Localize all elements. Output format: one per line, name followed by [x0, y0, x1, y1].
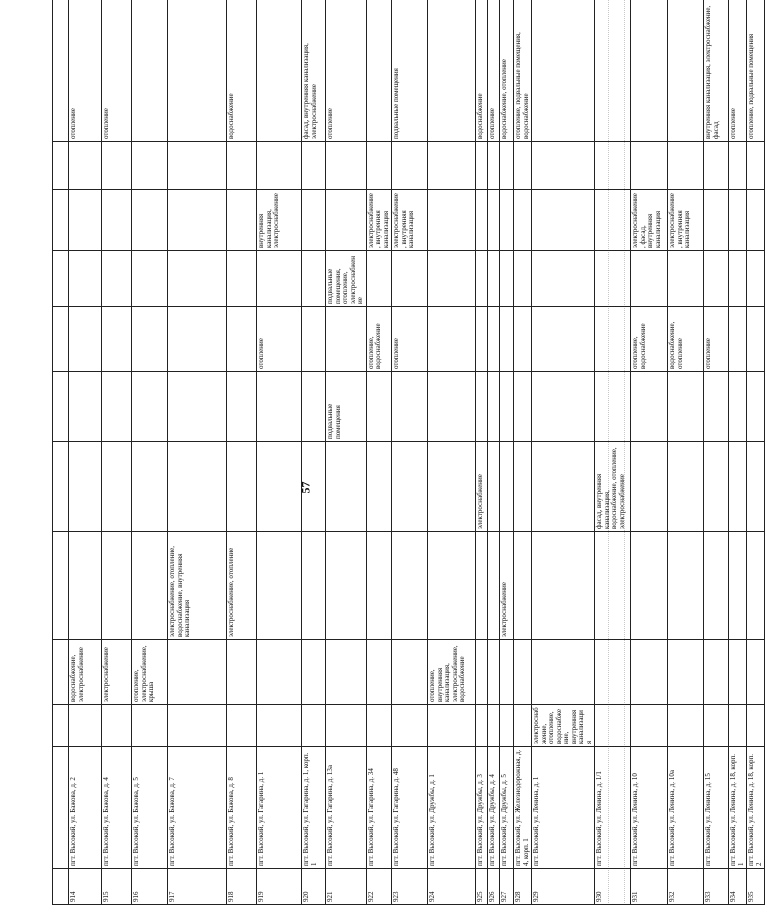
- works-cell-1: [326, 705, 367, 747]
- works-cell-4: [366, 442, 392, 532]
- works-cell-5: [488, 372, 500, 442]
- works-cell-1: [595, 705, 631, 747]
- row-number: 922: [366, 869, 392, 905]
- works-cell-3: [476, 532, 488, 640]
- page-number: 57: [298, 481, 313, 494]
- works-cell-6: [500, 307, 514, 372]
- table-row: [69, 0, 102, 905]
- address-cell: пгт. Высокий, ул. Железнодорожная, д. 4, корп. 1: [514, 747, 532, 869]
- works-cell-1: [729, 705, 747, 747]
- works-cell-3: [532, 532, 595, 640]
- address-cell: пгт. Высокий, ул. Ленина, д. 10а: [668, 747, 704, 869]
- row-number: 930: [595, 869, 631, 905]
- works-cell-1: [302, 705, 326, 747]
- works-cell-2: [747, 640, 765, 705]
- works-cell-3: [302, 532, 326, 640]
- works-cell-7: [257, 251, 302, 307]
- works-cell-2: [500, 640, 514, 705]
- works-cell-10: отопление: [69, 0, 102, 142]
- works-cell-2: [595, 640, 631, 705]
- table-row: [747, 0, 765, 905]
- works-cell-9: [729, 142, 747, 190]
- works-cell-3: [729, 532, 747, 640]
- works-cell-8: [488, 190, 500, 251]
- works-cell-6: отопление: [704, 307, 729, 372]
- works-cell-10: [132, 0, 168, 142]
- works-cell-1: [168, 705, 227, 747]
- address-cell: пгт. Высокий, ул. Бажова, д. 4: [102, 747, 132, 869]
- works-cell-10: [668, 0, 704, 142]
- works-cell-9: [514, 142, 532, 190]
- works-cell-8: [326, 190, 367, 251]
- works-cell-8: [428, 190, 476, 251]
- address-cell: пгт. Высокий, ул. Бажова, д. 2: [69, 747, 102, 869]
- works-cell-4: [326, 442, 367, 532]
- works-cell-7: [227, 251, 257, 307]
- works-cell-4: [532, 442, 595, 532]
- works-cell-2: [532, 640, 595, 705]
- works-cell-1: электроснабжение, отопление, водоснабжение, внутренняя канализация: [532, 705, 595, 747]
- works-cell-2: [392, 640, 428, 705]
- works-cell-4: [69, 442, 102, 532]
- works-cell-5: [500, 372, 514, 442]
- works-cell-5: [747, 372, 765, 442]
- works-cell-6: [532, 307, 595, 372]
- address-cell: пгт. Высокий, ул. Бажова, д. 5: [132, 747, 168, 869]
- works-cell-8: [747, 190, 765, 251]
- works-cell-5: [532, 372, 595, 442]
- table-row: [500, 0, 514, 905]
- works-cell-6: [168, 307, 227, 372]
- works-cell-6: [488, 307, 500, 372]
- table-row: [428, 0, 476, 905]
- works-cell-8: [168, 190, 227, 251]
- works-cell-7: [631, 251, 668, 307]
- works-cell-3: электроснабжение, отопление: [227, 532, 257, 640]
- works-cell-9: [302, 142, 326, 190]
- works-cell-7: [668, 251, 704, 307]
- address-cell: пгт. Высокий, ул. Ленина, д. 18, корп. 2: [747, 747, 765, 869]
- works-cell-2: [514, 640, 532, 705]
- works-cell-1: [488, 705, 500, 747]
- row-number: 920: [302, 869, 326, 905]
- row-number: 931: [631, 869, 668, 905]
- works-cell-1: [428, 705, 476, 747]
- works-cell-6: [428, 307, 476, 372]
- row-number: 929: [532, 869, 595, 905]
- works-cell-3: [326, 532, 367, 640]
- works-cell-5: [476, 372, 488, 442]
- works-cell-8: электроснабжение, фасад, внутренняя канализация: [631, 190, 668, 251]
- row-number: 934: [729, 869, 747, 905]
- works-cell-5: [69, 372, 102, 442]
- works-cell-3: [747, 532, 765, 640]
- works-cell-8: [69, 190, 102, 251]
- works-cell-4: [704, 442, 729, 532]
- works-cell-10: [257, 0, 302, 142]
- works-cell-8: [500, 190, 514, 251]
- works-cell-3: [514, 532, 532, 640]
- works-cell-2: [668, 640, 704, 705]
- works-cell-7: [132, 251, 168, 307]
- row-number: 924: [428, 869, 476, 905]
- works-cell-7: [595, 251, 631, 307]
- row-number: 917: [168, 869, 227, 905]
- row-number: 914: [69, 869, 102, 905]
- address-cell: пгт. Высокий, ул. Гагарина, д. 1, корп. 1: [302, 747, 326, 869]
- works-cell-2: водоснабжение, электроснабжение: [69, 640, 102, 705]
- works-cell-8: [514, 190, 532, 251]
- works-cell-9: [668, 142, 704, 190]
- works-cell-4: [729, 442, 747, 532]
- works-cell-3: [132, 532, 168, 640]
- works-cell-9: [132, 142, 168, 190]
- works-cell-1: [132, 705, 168, 747]
- table-row: [257, 0, 302, 905]
- works-cell-10: [168, 0, 227, 142]
- works-cell-1: [514, 705, 532, 747]
- address-cell: пгт. Высокий, ул. Ленина, д. 18, корп. 1: [729, 747, 747, 869]
- works-cell-9: [500, 142, 514, 190]
- works-cell-4: электроснабжение: [476, 442, 488, 532]
- works-cell-2: [326, 640, 367, 705]
- works-cell-3: [704, 532, 729, 640]
- works-cell-8: [704, 190, 729, 251]
- row-number: 926: [488, 869, 500, 905]
- table-row: [366, 0, 392, 905]
- address-cell: пгт. Высокий, ул. Бажова, д. 8: [227, 747, 257, 869]
- works-cell-8: внутренняя канализация, электроснабжение: [257, 190, 302, 251]
- works-cell-8: [729, 190, 747, 251]
- table-row: [392, 0, 428, 905]
- row-number: 925: [476, 869, 488, 905]
- works-cell-2: [704, 640, 729, 705]
- works-cell-8: [532, 190, 595, 251]
- works-cell-9: [69, 142, 102, 190]
- works-cell-5: подвальные помещения: [326, 372, 367, 442]
- address-cell: пгт. Высокий, ул. Ленина, д. 15: [704, 747, 729, 869]
- table-row: [631, 0, 668, 905]
- works-cell-4: [668, 442, 704, 532]
- works-cell-2: [168, 640, 227, 705]
- works-cell-2: [488, 640, 500, 705]
- works-cell-4: [392, 442, 428, 532]
- works-cell-7: [514, 251, 532, 307]
- works-cell-6: [227, 307, 257, 372]
- row-number: 932: [668, 869, 704, 905]
- works-cell-9: [227, 142, 257, 190]
- table-row: [488, 0, 500, 905]
- row-number: 923: [392, 869, 428, 905]
- works-cell-5: [428, 372, 476, 442]
- row-number: 916: [132, 869, 168, 905]
- works-cell-7: [392, 251, 428, 307]
- works-cell-9: [488, 142, 500, 190]
- works-cell-3: [392, 532, 428, 640]
- row-number: 919: [257, 869, 302, 905]
- works-cell-4: [132, 442, 168, 532]
- works-cell-4: [631, 442, 668, 532]
- works-cell-1: [102, 705, 132, 747]
- works-cell-4: [500, 442, 514, 532]
- table-row: [302, 0, 326, 905]
- works-cell-2: [729, 640, 747, 705]
- works-cell-2: отопление, электроснабжение, крыша: [132, 640, 168, 705]
- works-cell-9: [532, 142, 595, 190]
- address-cell: пгт. Высокий, ул. Дружбы, д. 3: [476, 747, 488, 869]
- works-cell-5: [168, 372, 227, 442]
- works-cell-6: [595, 307, 631, 372]
- works-cell-6: отопление: [257, 307, 302, 372]
- works-cell-4: [302, 442, 326, 532]
- works-cell-3: электроснабжение: [500, 532, 514, 640]
- works-cell-4: [747, 442, 765, 532]
- works-cell-6: отопление: [392, 307, 428, 372]
- works-cell-10: отопление: [102, 0, 132, 142]
- address-cell: пгт. Высокий, ул. Дружбы, д. 4: [488, 747, 500, 869]
- works-cell-10: подвальные помещения: [392, 0, 428, 142]
- works-cell-5: [704, 372, 729, 442]
- works-cell-9: [257, 142, 302, 190]
- works-cell-2: электроснабжение: [102, 640, 132, 705]
- works-cell-5: [227, 372, 257, 442]
- works-cell-9: [704, 142, 729, 190]
- table-row: [132, 0, 168, 905]
- works-cell-6: водоснабжение, отопление: [668, 307, 704, 372]
- row-number: 915: [102, 869, 132, 905]
- table-row: [326, 0, 367, 905]
- works-cell-5: [366, 372, 392, 442]
- works-cell-2: [476, 640, 488, 705]
- row-number: 927: [500, 869, 514, 905]
- works-cell-5: [302, 372, 326, 442]
- works-cell-1: [366, 705, 392, 747]
- table-row: [514, 0, 532, 905]
- works-cell-1: [69, 705, 102, 747]
- works-cell-5: [668, 372, 704, 442]
- works-cell-8: электроснабжение, внутренняя канализация: [668, 190, 704, 251]
- table-row: [168, 0, 227, 905]
- works-cell-1: [500, 705, 514, 747]
- row-number: 933: [704, 869, 729, 905]
- works-cell-9: [428, 142, 476, 190]
- works-cell-10: [595, 0, 631, 142]
- repair-schedule-table: [52, 0, 765, 905]
- works-cell-8: [102, 190, 132, 251]
- works-cell-10: фасад, внутренняя канализация, электроснабжение: [302, 0, 326, 142]
- address-cell: пгт. Высокий, ул. Дружбы, д. 1: [428, 747, 476, 869]
- works-cell-6: [326, 307, 367, 372]
- works-cell-8: электроснабжение, внутренняя канализация: [392, 190, 428, 251]
- works-cell-1: [631, 705, 668, 747]
- works-cell-7: [500, 251, 514, 307]
- works-cell-7: [488, 251, 500, 307]
- works-cell-10: отопление, подвальные помещения: [747, 0, 765, 142]
- works-cell-10: внутренняя канализация, электроснабжение, фасад: [704, 0, 729, 142]
- works-cell-7: [302, 251, 326, 307]
- works-cell-1: [257, 705, 302, 747]
- row-number: 921: [326, 869, 367, 905]
- works-cell-3: [428, 532, 476, 640]
- works-cell-5: [102, 372, 132, 442]
- works-cell-3: [631, 532, 668, 640]
- works-cell-7: [747, 251, 765, 307]
- works-cell-10: [532, 0, 595, 142]
- works-cell-5: [595, 372, 631, 442]
- works-cell-10: отопление: [488, 0, 500, 142]
- works-cell-1: [704, 705, 729, 747]
- works-cell-6: [69, 307, 102, 372]
- table-row: [729, 0, 747, 905]
- works-cell-10: водоснабжение, отопление: [500, 0, 514, 142]
- works-cell-3: [102, 532, 132, 640]
- works-cell-8: [476, 190, 488, 251]
- works-cell-9: [326, 142, 367, 190]
- works-cell-6: [476, 307, 488, 372]
- address-cell: пгт. Высокий, ул. Гагарина, д. 1: [257, 747, 302, 869]
- works-cell-2: [302, 640, 326, 705]
- works-cell-8: электроснабжение, внутренняя канализация: [366, 190, 392, 251]
- works-cell-2: [227, 640, 257, 705]
- works-cell-7: подвальные помещения, отопление, электроснабжение: [326, 251, 367, 307]
- address-cell: пгт. Высокий, ул. Дружбы, д. 5: [500, 747, 514, 869]
- works-cell-8: [227, 190, 257, 251]
- works-cell-10: отопление: [729, 0, 747, 142]
- works-cell-6: отопление, водоснабжение: [631, 307, 668, 372]
- works-cell-9: [168, 142, 227, 190]
- works-cell-4: [514, 442, 532, 532]
- table-row: [102, 0, 132, 905]
- works-cell-6: [514, 307, 532, 372]
- works-cell-6: [729, 307, 747, 372]
- works-cell-7: [69, 251, 102, 307]
- works-cell-2: [257, 640, 302, 705]
- address-cell: пгт. Высокий, ул. Гагарина, д. 34: [366, 747, 392, 869]
- works-cell-4: [102, 442, 132, 532]
- works-cell-3: [488, 532, 500, 640]
- works-cell-9: [476, 142, 488, 190]
- works-cell-3: [595, 532, 631, 640]
- works-cell-5: [729, 372, 747, 442]
- works-cell-5: [514, 372, 532, 442]
- works-cell-7: [168, 251, 227, 307]
- works-cell-8: [595, 190, 631, 251]
- header-row: [53, 0, 69, 905]
- works-cell-9: [366, 142, 392, 190]
- works-cell-9: [392, 142, 428, 190]
- works-cell-1: [668, 705, 704, 747]
- works-cell-7: [476, 251, 488, 307]
- address-cell: пгт. Высокий, ул. Гагарина, д. 13а: [326, 747, 367, 869]
- works-cell-2: [366, 640, 392, 705]
- works-cell-9: [595, 142, 631, 190]
- works-cell-3: электроснабжение, отопление, водоснабжение, внутренняя канализация: [168, 532, 227, 640]
- address-cell: пгт. Высокий, ул. Ленина, д. 10: [631, 747, 668, 869]
- works-cell-3: [69, 532, 102, 640]
- works-cell-5: [392, 372, 428, 442]
- address-cell: пгт. Высокий, ул. Ленина, д. 1/1: [595, 747, 631, 869]
- table-row: [532, 0, 595, 905]
- works-cell-10: водоснабжение: [227, 0, 257, 142]
- works-cell-6: [132, 307, 168, 372]
- works-cell-2: [631, 640, 668, 705]
- works-cell-10: [366, 0, 392, 142]
- works-cell-4: [227, 442, 257, 532]
- works-cell-5: [257, 372, 302, 442]
- works-cell-7: [102, 251, 132, 307]
- address-cell: пгт. Высокий, ул. Ленина, д. 1: [532, 747, 595, 869]
- works-cell-1: [747, 705, 765, 747]
- works-cell-4: [168, 442, 227, 532]
- works-cell-6: отопление, водоснабжение: [366, 307, 392, 372]
- works-cell-4: фасад, внутренняя канализация, водоснабжение, отопление, электроснабжение: [595, 442, 631, 532]
- works-cell-6: [302, 307, 326, 372]
- table-row: [595, 0, 631, 905]
- works-cell-8: [302, 190, 326, 251]
- works-cell-10: отопление: [326, 0, 367, 142]
- works-cell-1: [392, 705, 428, 747]
- works-cell-7: [366, 251, 392, 307]
- works-cell-7: [704, 251, 729, 307]
- works-cell-5: [631, 372, 668, 442]
- works-cell-9: [102, 142, 132, 190]
- works-cell-1: [476, 705, 488, 747]
- works-cell-6: [102, 307, 132, 372]
- works-cell-3: [366, 532, 392, 640]
- works-cell-9: [631, 142, 668, 190]
- works-cell-4: [488, 442, 500, 532]
- works-cell-10: водоснабжение: [476, 0, 488, 142]
- row-number: 935: [747, 869, 765, 905]
- works-cell-7: [532, 251, 595, 307]
- works-cell-10: отопление, подвальные помещения, водоснабжение: [514, 0, 532, 142]
- table-row: [227, 0, 257, 905]
- works-cell-7: [428, 251, 476, 307]
- works-cell-2: отопление, внутренняя канализация, электроснабжение, водоснабжение: [428, 640, 476, 705]
- works-cell-6: [747, 307, 765, 372]
- table-row: [668, 0, 704, 905]
- works-cell-4: [257, 442, 302, 532]
- works-cell-7: [729, 251, 747, 307]
- works-cell-10: [428, 0, 476, 142]
- works-cell-8: [132, 190, 168, 251]
- works-cell-3: [668, 532, 704, 640]
- works-cell-3: [257, 532, 302, 640]
- address-cell: пгт. Высокий, ул. Бажова, д. 7: [168, 747, 227, 869]
- table-row: [704, 0, 729, 905]
- row-number: 928: [514, 869, 532, 905]
- works-cell-10: [631, 0, 668, 142]
- address-cell: пгт. Высокий, ул. Гагарина, д. 48: [392, 747, 428, 869]
- table-row: [476, 0, 488, 905]
- works-cell-4: [428, 442, 476, 532]
- works-cell-5: [132, 372, 168, 442]
- works-cell-9: [747, 142, 765, 190]
- works-cell-1: [227, 705, 257, 747]
- row-number: 918: [227, 869, 257, 905]
